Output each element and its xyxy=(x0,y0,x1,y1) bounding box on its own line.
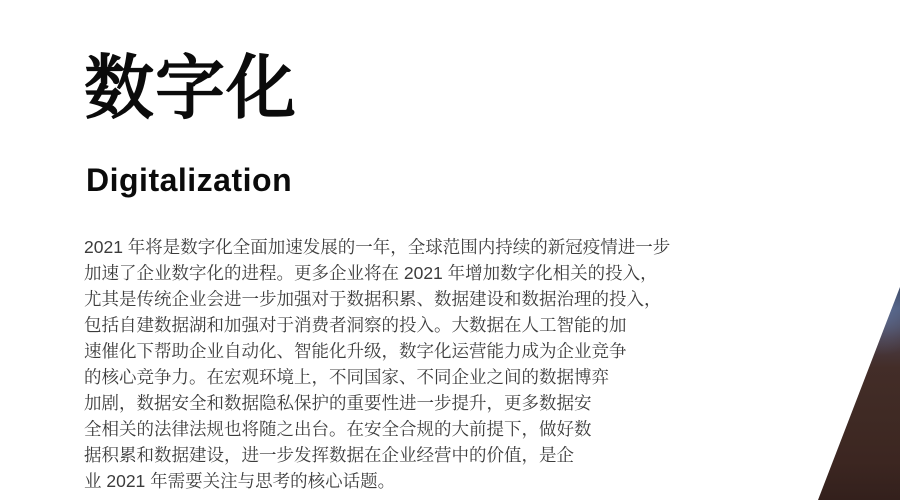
paragraph-line: 全相关的法律法规也将随之出台。在安全合规的大前提下，做好数 xyxy=(84,419,592,439)
paragraph-line: 的核心竞争力。在宏观环境上，不同国家、不同企业之间的数据博弈 xyxy=(84,367,609,387)
paragraph-line: 加剧，数据安全和数据隐私保护的重要性进一步提升，更多数据安 xyxy=(84,393,592,413)
paragraph-line: 包括自建数据湖和加强对于消费者洞察的投入。大数据在人工智能的加 xyxy=(84,315,627,335)
body-paragraph xyxy=(84,234,684,494)
paragraph-line: 尤其是传统企业会进一步加强对于数据积累、数据建设和数据治理的投入， xyxy=(84,289,662,309)
corner-photo-wedge xyxy=(818,287,900,500)
page-subtitle: Digitalization xyxy=(86,162,293,198)
paragraph-line: 据积累和数据建设，进一步发挥数据在企业经营中的价值，是企 xyxy=(84,445,574,465)
paragraph-line: 2021 年将是数字化全面加速发展的一年，全球范围内持续的新冠疫情进一步 xyxy=(84,237,671,257)
paragraph-line: 速催化下帮助企业自动化、智能化升级，数字化运营能力成为企业竞争 xyxy=(84,341,627,361)
paragraph-line: 加速了企业数字化的进程。更多企业将在 2021 年增加数字化相关的投入， xyxy=(84,263,658,283)
page-title: 数字化 xyxy=(84,49,297,127)
paragraph-line: 业 2021 年需要关注与思考的核心话题。 xyxy=(84,471,396,491)
